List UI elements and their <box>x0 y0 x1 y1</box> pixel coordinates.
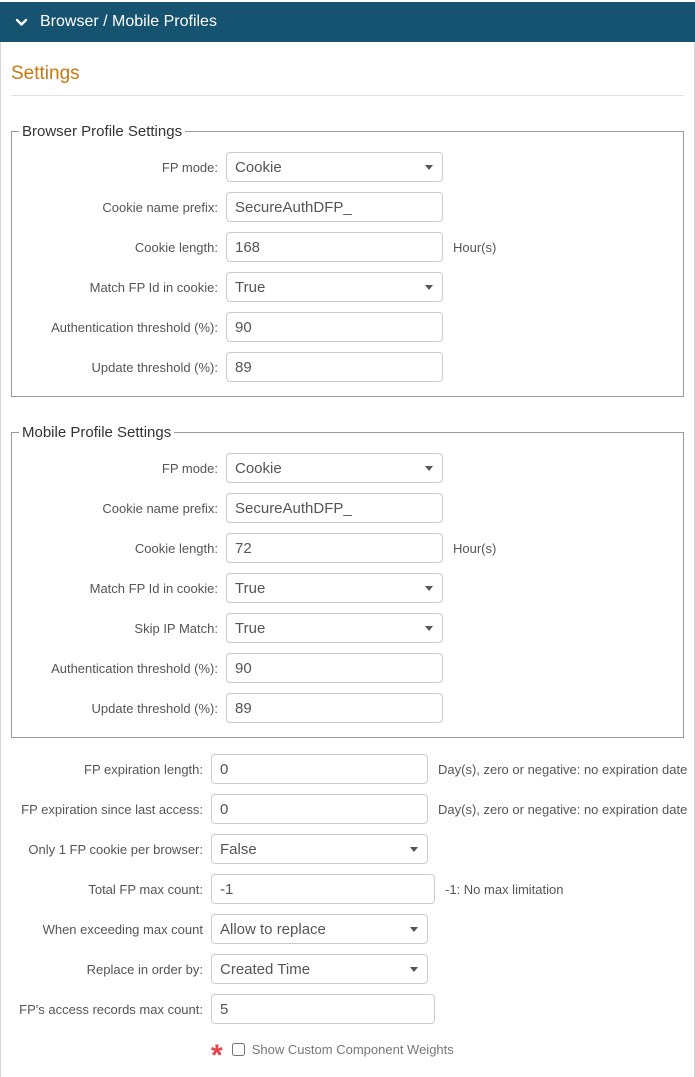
browser-cookie-length-input[interactable] <box>226 232 443 262</box>
form-row <box>11 874 684 904</box>
form-row <box>18 272 677 302</box>
mobile-match-fp-id-select-wrap <box>226 573 443 603</box>
replace-in-order-by-select-wrap <box>211 954 428 984</box>
form-row <box>18 152 677 182</box>
field-label: Replace in order by: <box>86 961 203 977</box>
field-label: Authentication threshold (%): <box>51 319 218 335</box>
fp-expiration-length-input[interactable] <box>211 754 428 784</box>
mobile-authentication-threshold-input[interactable] <box>226 653 443 683</box>
field-suffix: -1: No max limitation <box>445 881 564 897</box>
only-one-fp-cookie-select-wrap <box>211 834 428 864</box>
only-one-fp-cookie-select[interactable] <box>211 834 428 864</box>
field-suffix: Day(s), zero or negative: no expiration date <box>438 761 688 777</box>
mobile-profile-settings-group <box>11 424 684 738</box>
field-suffix: Day(s), zero or negative: no expiration date <box>438 801 688 817</box>
browser-fp-mode-select[interactable] <box>226 152 443 182</box>
form-row <box>18 573 677 603</box>
chevron-down-icon[interactable] <box>15 16 28 29</box>
when-exceeding-max-count-select[interactable] <box>211 914 428 944</box>
form-row <box>18 453 677 483</box>
total-fp-max-count-input[interactable] <box>211 874 435 904</box>
browser-profile-settings-legend: Browser Profile Settings <box>22 123 183 140</box>
field-label: Cookie length: <box>134 540 218 556</box>
mobile-fp-mode-select-wrap <box>226 453 443 483</box>
field-label: Cookie name prefix: <box>102 500 218 516</box>
browser-update-threshold-input[interactable] <box>226 352 443 382</box>
replace-in-order-by-select[interactable] <box>211 954 428 984</box>
browser-fp-mode-select-wrap <box>226 152 443 182</box>
mobile-skip-ip-match-select-wrap <box>226 613 443 643</box>
form-row <box>18 693 677 723</box>
fp-expiration-since-last-access-input[interactable] <box>211 794 428 824</box>
mobile-update-threshold-input[interactable] <box>226 693 443 723</box>
page-title: Settings <box>11 63 80 84</box>
required-asterisk: * <box>211 1038 223 1072</box>
section-header-bar[interactable] <box>0 2 695 42</box>
field-label: Match FP Id in cookie: <box>89 580 218 596</box>
form-row <box>18 653 677 683</box>
title-divider <box>11 95 684 96</box>
show-custom-component-weights-row <box>211 1038 684 1072</box>
show-custom-component-weights-checkbox[interactable] <box>232 1043 245 1056</box>
field-label: Cookie length: <box>134 239 218 255</box>
form-row <box>11 994 684 1024</box>
field-label: FP's access records max count: <box>19 1001 203 1017</box>
field-label: Update threshold (%): <box>91 359 218 375</box>
form-row <box>11 834 684 864</box>
field-label: FP mode: <box>161 159 218 175</box>
mobile-fp-mode-select[interactable] <box>226 453 443 483</box>
field-label: Cookie name prefix: <box>102 199 218 215</box>
general-settings-section <box>11 754 688 1072</box>
field-label: FP expiration length: <box>84 761 203 777</box>
field-label: Total FP max count: <box>88 881 203 897</box>
field-label: Skip IP Match: <box>134 620 218 636</box>
form-row <box>18 352 677 382</box>
browser-match-fp-id-select[interactable] <box>226 272 443 302</box>
field-label: When exceeding max count <box>42 921 203 937</box>
mobile-match-fp-id-select[interactable] <box>226 573 443 603</box>
field-suffix: Hour(s) <box>453 540 497 556</box>
browser-authentication-threshold-input[interactable] <box>226 312 443 342</box>
field-label: Update threshold (%): <box>91 700 218 716</box>
show-custom-component-weights-label[interactable]: Show Custom Component Weights <box>251 1042 454 1057</box>
mobile-profile-settings-legend: Mobile Profile Settings <box>22 424 172 441</box>
form-row <box>18 533 677 563</box>
form-row <box>11 754 688 784</box>
form-row <box>11 914 684 944</box>
field-label: FP expiration since last access: <box>21 801 203 817</box>
mobile-cookie-length-input[interactable] <box>226 533 443 563</box>
when-exceeding-max-count-select-wrap <box>211 914 428 944</box>
fp-access-records-max-count-input[interactable] <box>211 994 435 1024</box>
browser-cookie-name-prefix-input[interactable] <box>226 192 443 222</box>
form-row <box>18 192 677 222</box>
form-row <box>11 794 688 824</box>
settings-panel <box>0 42 695 1077</box>
form-row <box>18 312 677 342</box>
field-label: Match FP Id in cookie: <box>89 279 218 295</box>
mobile-skip-ip-match-select[interactable] <box>226 613 443 643</box>
form-row <box>11 954 684 984</box>
field-label: Authentication threshold (%): <box>51 660 218 676</box>
section-header-title: Browser / Mobile Profiles <box>40 13 217 30</box>
form-row <box>18 493 677 523</box>
browser-match-fp-id-select-wrap <box>226 272 443 302</box>
field-label: Only 1 FP cookie per browser: <box>28 841 203 857</box>
form-row <box>18 232 677 262</box>
form-row <box>18 613 677 643</box>
browser-profile-settings-group <box>11 123 684 397</box>
field-suffix: Hour(s) <box>453 239 497 255</box>
mobile-cookie-name-prefix-input[interactable] <box>226 493 443 523</box>
field-label: FP mode: <box>161 460 218 476</box>
